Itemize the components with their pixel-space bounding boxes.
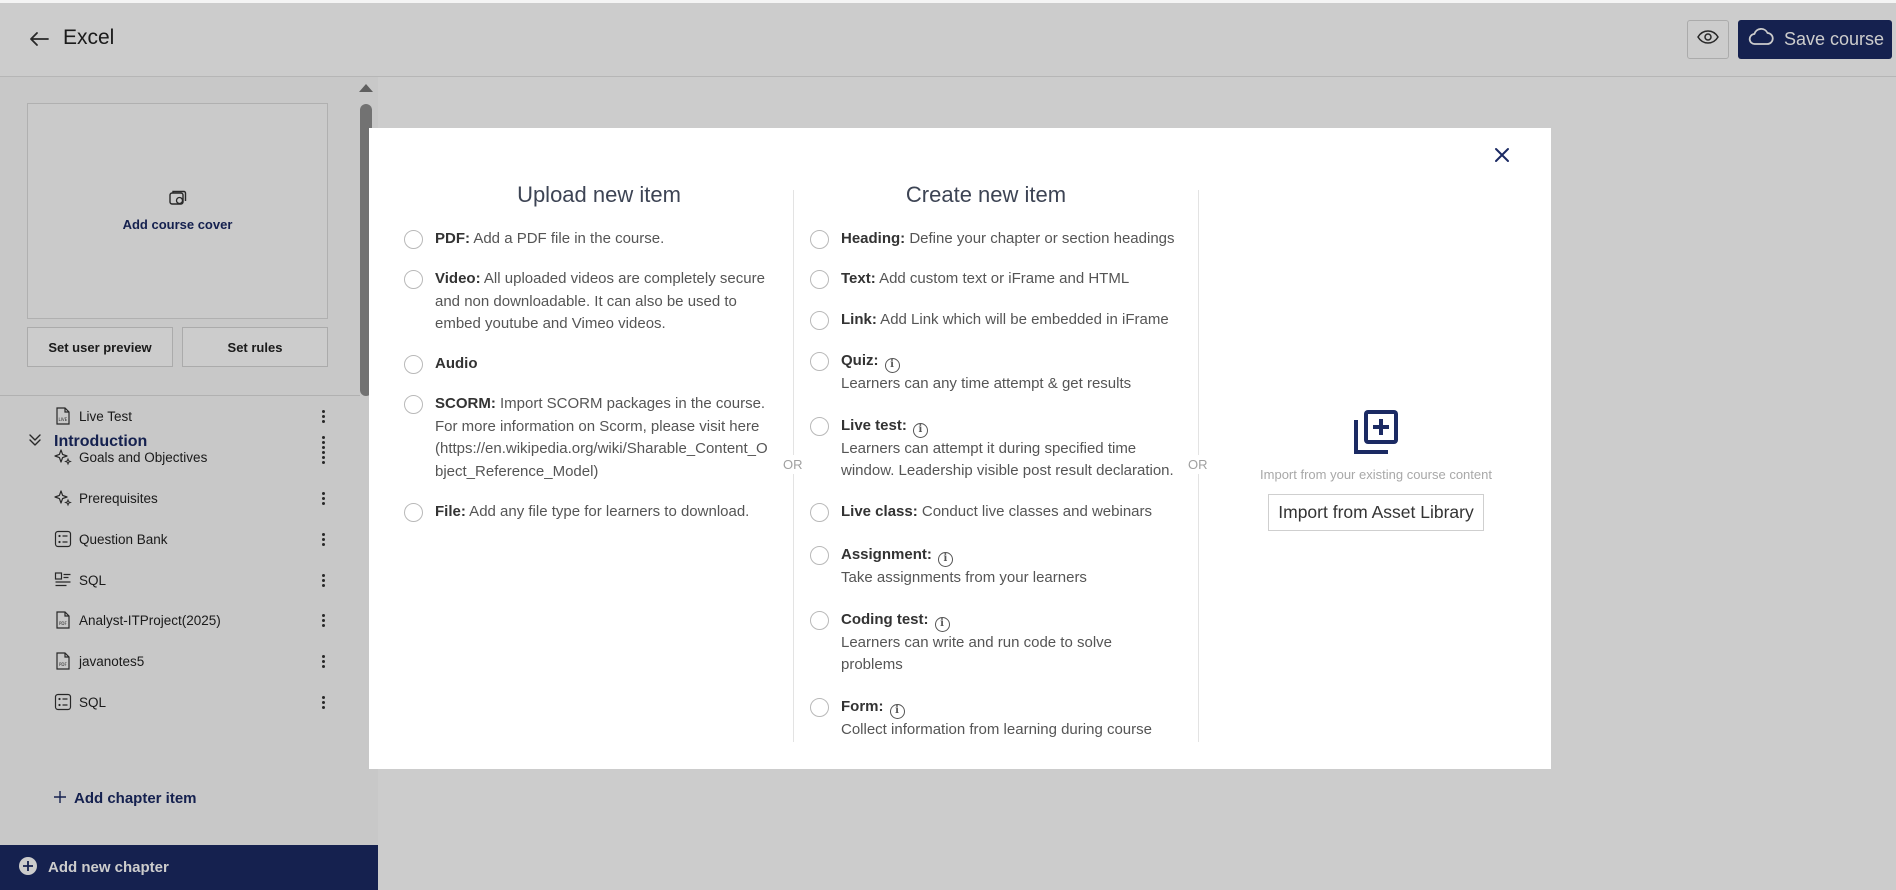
chapter-item-label: Live Test [79, 408, 133, 424]
option-desc: For more information on Scorm, please visit here [435, 417, 760, 435]
info-icon[interactable]: i [885, 358, 900, 373]
option-pdf[interactable] [404, 228, 664, 251]
option-desc: Add a PDF file in the course. [470, 230, 665, 247]
chapter-item-label: SQL [79, 694, 107, 710]
option-desc: Collect information from learning during course [841, 720, 1152, 738]
option-coding-test[interactable] [810, 609, 1112, 677]
radio-scorm[interactable] [404, 395, 423, 414]
option-label: Live test: [841, 417, 907, 434]
add-course-cover-label: Add course cover [122, 217, 233, 232]
option-desc: Import SCORM packages in the course. [495, 395, 766, 412]
close-icon[interactable] [1491, 144, 1513, 166]
import-asset-library-button[interactable]: Import from Asset Library [1268, 494, 1483, 531]
option-label: Assignment: [841, 546, 932, 563]
info-icon[interactable]: i [913, 423, 928, 438]
radio-video[interactable] [404, 270, 423, 289]
add-library-icon [1352, 408, 1400, 461]
option-label: Quiz: [841, 352, 879, 369]
option-audio[interactable] [404, 353, 478, 376]
option-desc: All uploaded videos are completely secure [480, 270, 765, 287]
radio-pdf[interactable] [404, 230, 423, 249]
svg-text:LIVE: LIVE [58, 417, 68, 422]
option-link[interactable] [810, 309, 1169, 332]
radio-link[interactable] [810, 311, 829, 330]
option-desc: bject_Reference_Model) [435, 462, 599, 480]
chapter-item-label: Goals and Objectives [79, 449, 208, 465]
radio-live-test[interactable] [810, 417, 829, 436]
add-chapter-item-label: Add chapter item [74, 790, 197, 807]
svg-text:PDF: PDF [59, 662, 67, 667]
set-user-preview-button[interactable]: Set user preview [27, 327, 173, 367]
radio-text[interactable] [810, 270, 829, 289]
import-hint: Import from your existing course content [1260, 467, 1492, 482]
or-label: OR [1188, 457, 1208, 472]
add-item-modal [369, 128, 1551, 769]
radio-assignment[interactable] [810, 546, 829, 565]
option-label: Coding test: [841, 611, 929, 628]
option-desc: window. Leadership visible post result declaration. [841, 462, 1174, 480]
add-new-chapter-label: Add new chapter [48, 859, 169, 876]
option-label: SCORM: [435, 395, 496, 412]
option-desc: and non downloadable. It can also be used to [435, 292, 737, 310]
option-desc: Take assignments from your learners [841, 568, 1087, 586]
option-desc: (https://en.wikipedia.org/wiki/Sharable_Content_O [435, 440, 768, 457]
option-label: Link: [841, 311, 877, 328]
info-icon[interactable]: i [938, 552, 953, 567]
option-quiz[interactable] [810, 350, 1131, 395]
option-label: Audio [435, 355, 478, 372]
upload-heading: Upload new item [517, 182, 681, 207]
chapter-item-label: Analyst-ITProject(2025) [79, 612, 221, 628]
radio-form[interactable] [810, 698, 829, 717]
radio-live-class[interactable] [810, 503, 829, 522]
option-desc: Learners can attempt it during specified time [841, 439, 1137, 457]
chapter-item-label: SQL [79, 572, 107, 588]
option-assignment[interactable] [810, 544, 1087, 589]
option-label: Form: [841, 698, 884, 715]
svg-text:PDF: PDF [59, 621, 67, 626]
radio-file[interactable] [404, 503, 423, 522]
option-scorm[interactable] [404, 393, 768, 483]
create-heading: Create new item [905, 182, 1067, 207]
option-desc: Learners can write and run code to solve [841, 633, 1112, 651]
info-icon[interactable]: i [935, 617, 950, 632]
top-edge [0, 0, 1896, 3]
option-file[interactable] [404, 501, 749, 524]
option-label: Text: [841, 270, 876, 287]
option-label: File: [435, 503, 466, 520]
radio-heading[interactable] [810, 230, 829, 249]
option-label: PDF: [435, 230, 470, 247]
option-desc: Learners can any time attempt & get results [841, 374, 1132, 392]
chapter-item-label: Question Bank [79, 531, 168, 547]
chapter-item-label: javanotes5 [79, 653, 145, 669]
option-text[interactable] [810, 268, 1129, 291]
course-title: Excel [63, 26, 115, 49]
option-desc: Add Link which will be embedded in iFrame [876, 311, 1169, 328]
option-label: Live class: [841, 503, 918, 520]
option-desc: problems [841, 656, 903, 674]
radio-coding-test[interactable] [810, 611, 829, 630]
option-form[interactable] [810, 696, 1152, 741]
set-rules-button[interactable]: Set rules [182, 327, 328, 367]
import-section [1243, 408, 1509, 531]
option-live-class[interactable] [810, 501, 1152, 524]
info-icon[interactable]: i [890, 704, 905, 719]
option-label: Heading: [841, 230, 906, 247]
chapter-item-label: Prerequisites [79, 490, 158, 506]
option-desc: embed youtube and Vimeo videos. [435, 315, 666, 332]
or-label: OR [783, 457, 803, 472]
option-label: Video: [435, 270, 481, 287]
option-desc: Add custom text or iFrame and HTML [875, 270, 1130, 287]
option-desc: Add any file type for learners to download. [465, 503, 750, 520]
option-desc: Define your chapter or section headings [905, 230, 1175, 247]
option-heading[interactable] [810, 228, 1175, 251]
option-desc: Conduct live classes and webinars [917, 503, 1153, 520]
radio-audio[interactable] [404, 355, 423, 374]
save-course-label: Save course [1784, 29, 1885, 49]
radio-quiz[interactable] [810, 352, 829, 371]
option-video[interactable] [404, 268, 765, 336]
option-live-test[interactable] [810, 415, 1174, 483]
chapter-name: Introduction [54, 433, 148, 450]
